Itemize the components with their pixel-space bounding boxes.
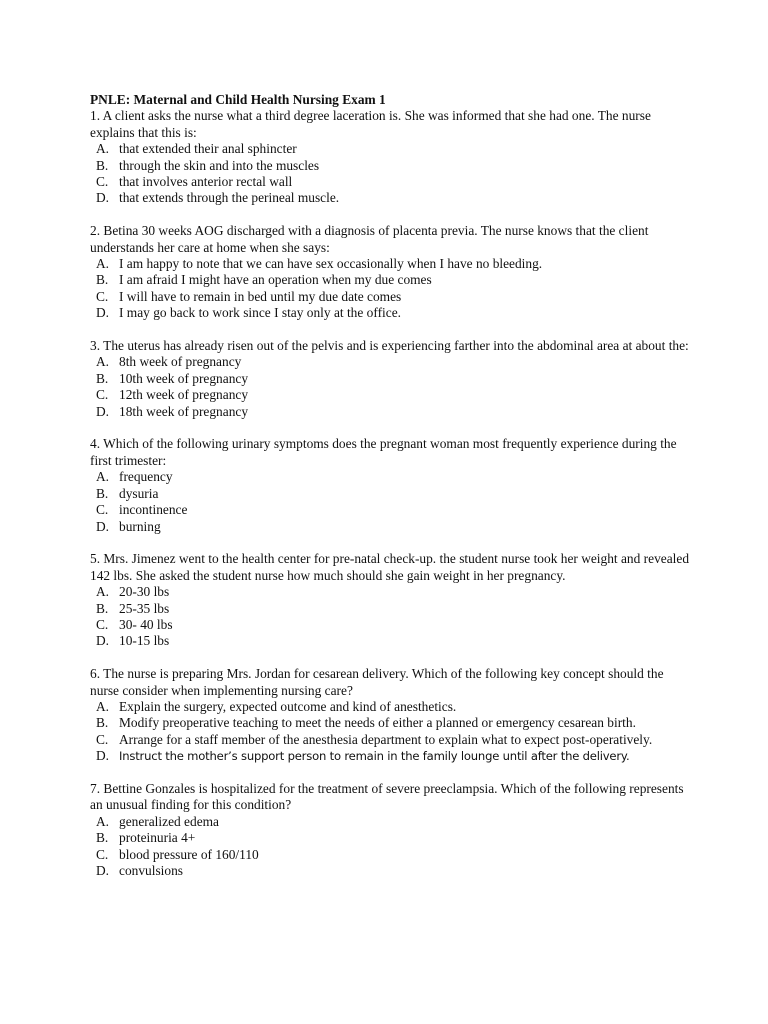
choice-c <box>90 502 690 518</box>
choice-text: 8th week of pregnancy <box>119 354 242 370</box>
question-2 <box>90 223 690 321</box>
choice-text: that involves anterior rectal wall <box>119 174 293 190</box>
choice-text: blood pressure of 160/110 <box>119 846 259 862</box>
choice-text: convulsions <box>119 863 183 878</box>
choice-d <box>90 519 690 535</box>
choice-text: Arrange for a staff member of the anesthesia department to explain what to expect post-operatively. <box>119 731 653 747</box>
choice-letter: C. <box>96 616 109 632</box>
choice-b <box>90 830 690 846</box>
choice-text: Explain the surgery, expected outcome and kind of anesthetics. <box>119 698 457 714</box>
choice-letter: D. <box>96 190 110 206</box>
choice-letter: D. <box>96 403 110 419</box>
choice-letter: B. <box>96 370 109 386</box>
choice-c <box>90 387 690 403</box>
choice-text: 18th week of pregnancy <box>119 403 249 419</box>
choice-text: 10th week of pregnancy <box>119 370 249 386</box>
choice-text: Instruct the mother’s support person to remain in the family lounge until after the delivery. <box>119 749 630 764</box>
question-7 <box>90 781 690 879</box>
choice-a <box>90 469 690 485</box>
choice-letter: D. <box>96 633 110 649</box>
choice-text: I am afraid I might have an operation when my due comes <box>119 272 432 288</box>
choice-c <box>90 174 690 190</box>
choice-letter: B. <box>96 830 109 846</box>
choice-text: that extended their anal sphincter <box>119 141 297 157</box>
choice-d <box>90 748 690 764</box>
question-3 <box>90 338 690 420</box>
choice-letter: A. <box>96 256 110 272</box>
choice-text: 10-15 lbs <box>119 633 170 649</box>
choice-list <box>90 256 690 322</box>
choice-c <box>90 617 690 633</box>
choice-text: generalized edema <box>119 813 219 829</box>
choice-letter: D. <box>96 748 110 764</box>
choice-letter: B. <box>96 485 109 501</box>
choice-list <box>90 814 690 880</box>
choice-letter: C. <box>96 846 109 862</box>
choice-text: 30- 40 lbs <box>119 616 173 632</box>
choice-list <box>90 469 690 535</box>
choice-text: 20-30 lbs <box>119 584 170 600</box>
question-stem: 3. The uterus has already risen out of the pelvis and is experiencing farther into the abdominal area at about the: <box>90 338 689 354</box>
choice-letter: A. <box>96 354 110 370</box>
choice-text: through the skin and into the muscles <box>119 157 320 173</box>
choice-list <box>90 584 690 650</box>
choice-a <box>90 141 690 157</box>
question-stem: 4. Which of the following urinary symptoms does the pregnant woman most frequently experience during the first trimester: <box>90 436 677 468</box>
choice-letter: C. <box>96 174 109 190</box>
choice-letter: D. <box>96 305 110 321</box>
choice-text: burning <box>119 518 161 534</box>
choice-text: frequency <box>119 469 173 485</box>
choice-text: proteinuria 4+ <box>119 830 196 846</box>
choice-letter: A. <box>96 813 110 829</box>
choice-text: I may go back to work since I stay only at the office. <box>119 305 401 321</box>
choice-a <box>90 814 690 830</box>
choice-b <box>90 158 690 174</box>
question-stem: 6. The nurse is preparing Mrs. Jordan for cesarean delivery. Which of the following key concept should the nurse consider when implementing nursing care? <box>90 666 664 698</box>
choice-letter: D. <box>96 518 110 534</box>
choice-letter: D. <box>96 863 110 878</box>
choice-text: Modify preoperative teaching to meet the needs of either a planned or emergency cesarean birth. <box>119 715 636 731</box>
choice-d <box>90 404 690 420</box>
choice-text: 12th week of pregnancy <box>119 387 249 403</box>
choice-letter: A. <box>96 141 110 157</box>
choice-list <box>90 699 690 765</box>
choice-a <box>90 584 690 600</box>
question-stem: 2. Betina 30 weeks AOG discharged with a diagnosis of placenta previa. The nurse knows that the client understands her care at home when she says: <box>90 223 649 255</box>
choice-c <box>90 732 690 748</box>
choice-d <box>90 863 690 879</box>
choice-text: that extends through the perineal muscle. <box>119 190 340 206</box>
choice-letter: A. <box>96 698 110 714</box>
choice-a <box>90 256 690 272</box>
question-stem: 5. Mrs. Jimenez went to the health center for pre-natal check-up. the student nurse took her weight and revealed 142 lbs. She asked the student nurse how much should she gain weight in her pregnancy. <box>90 551 690 583</box>
choice-letter: B. <box>96 715 109 731</box>
choice-c <box>90 847 690 863</box>
choice-c <box>90 289 690 305</box>
question-stem: 1. A client asks the nurse what a third degree laceration is. She was informed that she had one. The nurse explains that this is: <box>90 108 651 140</box>
choice-b <box>90 272 690 288</box>
choice-letter: B. <box>96 157 109 173</box>
document-body <box>90 92 690 879</box>
choice-text: I will have to remain in bed until my due date comes <box>119 288 402 304</box>
choice-letter: C. <box>96 731 109 747</box>
question-6 <box>90 666 690 764</box>
choice-letter: B. <box>96 600 109 616</box>
choice-b <box>90 715 690 731</box>
choice-a <box>90 699 690 715</box>
choice-letter: C. <box>96 288 109 304</box>
choice-b <box>90 371 690 387</box>
choice-d <box>90 190 690 206</box>
choice-text: 25-35 lbs <box>119 600 170 616</box>
choice-b <box>90 486 690 502</box>
choice-b <box>90 601 690 617</box>
question-1 <box>90 108 690 206</box>
question-4 <box>90 436 690 534</box>
choice-list <box>90 354 690 420</box>
choice-text: incontinence <box>119 502 188 518</box>
document-title: PNLE: Maternal and Child Health Nursing Exam 1 <box>90 92 386 107</box>
choice-text: dysuria <box>119 485 159 501</box>
choice-d <box>90 305 690 321</box>
question-5 <box>90 551 690 649</box>
choice-letter: C. <box>96 387 109 403</box>
question-stem: 7. Bettine Gonzales is hospitalized for the treatment of severe preeclampsia. Which of the following represents an unusual finding for this condition? <box>90 780 684 813</box>
choice-letter: A. <box>96 584 110 600</box>
choice-a <box>90 354 690 370</box>
choice-d <box>90 633 690 649</box>
choice-letter: A. <box>96 469 110 485</box>
choice-letter: C. <box>96 502 109 518</box>
choice-letter: B. <box>96 272 109 288</box>
choice-list <box>90 141 690 207</box>
choice-text: I am happy to note that we can have sex occasionally when I have no bleeding. <box>119 256 543 272</box>
